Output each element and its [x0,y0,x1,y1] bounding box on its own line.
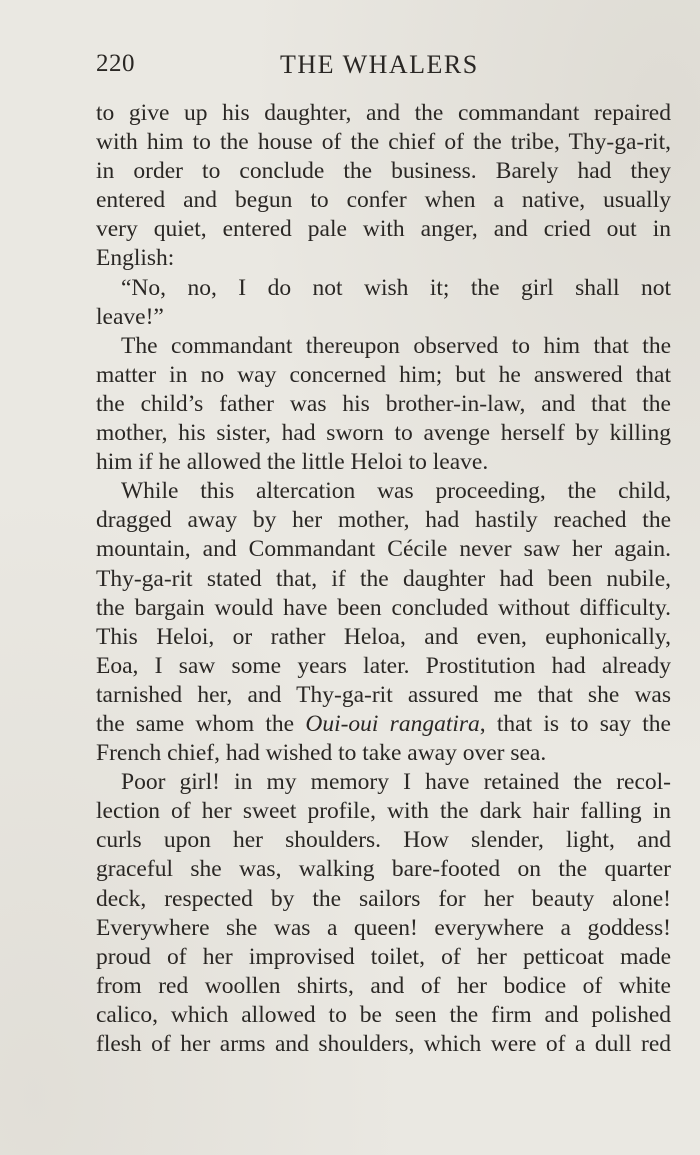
text-line: calico, which allowed to be seen the firm and polished [96,1001,671,1028]
text-line: proud of her improvised toilet, of her petticoat made [96,943,671,970]
text-line: in order to conclude the business. Barely had they [96,158,671,185]
text-line: Poor girl! in my memory I have retained the recol- [121,769,671,796]
text-line: flesh of her arms and shoulders, which were of a dull red [96,1031,671,1057]
text-line-with-italic [96,710,671,739]
italic-phrase: Oui-oui rangatira [305,710,480,737]
text-line: mountain, and Commandant Cécile never saw her again. [96,536,671,563]
text-line: graceful she was, walking bare-footed on the quarter [96,856,671,883]
text-line: deck, respected by the sailors for her beauty alone! [96,885,671,912]
text-line: the child’s father was his brother-in-law, and that the [96,390,671,417]
text-line: leave!” [96,303,164,330]
body-text [96,99,671,1059]
text-line: dragged away by her mother, had hastily reached the [96,507,671,534]
text-line: Thy-ga-rit stated that, if the daughter had been nubile, [96,565,671,592]
text-line: tarnished her, and Thy-ga-rit assured me that she was [96,681,671,708]
text-line: to give up his daughter, and the commandant repaired [96,100,671,126]
text-line: the bargain would have been concluded without difficulty. [96,594,671,621]
text-line: The commandant thereupon observed to him that the [121,332,671,359]
text-line: very quiet, entered pale with anger, and cried out in [96,216,671,243]
page-number: 220 [96,50,135,77]
text-line: Everywhere she was a queen! everywhere a goddess! [96,914,671,941]
text-line: him if he allowed the little Heloi to leave. [96,449,489,476]
text-line: French chief, had wished to take away over sea. [96,740,547,767]
text-segment: the same whom the [96,710,306,737]
text-line: entered and begun to confer when a native, usually [96,187,671,214]
text-line: curls upon her shoulders. How slender, light, and [96,827,671,854]
text-line: While this altercation was proceeding, the child, [121,478,671,505]
text-segment: , that is to say the [479,710,671,737]
page-header [96,50,671,84]
text-line: lection of her sweet profile, with the dark hair falling in [96,798,671,825]
text-line: English: [96,245,175,272]
text-line: matter in no way concerned him; but he answered that [96,361,671,388]
text-line: “No, no, I do not wish it; the girl shall not [121,274,671,301]
text-line: Eoa, I saw some years later. Prostitution had already [96,652,671,679]
text-line: from red woollen shirts, and of her bodice of white [96,972,671,999]
text-line: This Heloi, or rather Heloa, and even, euphonically, [96,623,671,650]
text-line: mother, his sister, had sworn to avenge herself by killing [96,420,671,447]
running-head: THE WHALERS [280,50,479,79]
text-line: with him to the house of the chief of the tribe, Thy-ga-rit, [96,129,671,156]
